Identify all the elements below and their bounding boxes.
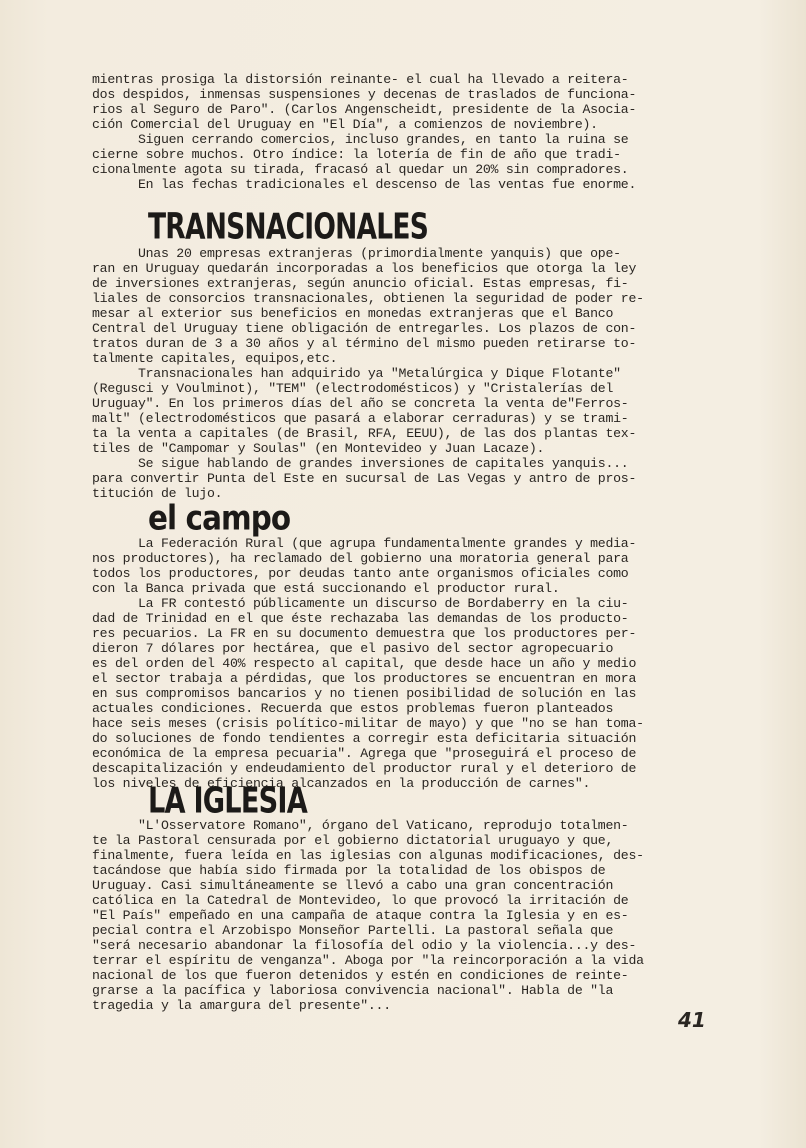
iglesia-paragraphs: "L'Osservatore Romano", órgano del Vaticano, reprodujo totalmen- te la Pastoral censurada por el gobierno dictatorial uruguayo y que, finalmente, fuera leída en las iglesias con algunas modificaciones, des- tacándose que había sido firmada por la totalidad de los obispos de Uruguay. Casi simultáneamente se llevó a cabo una gran concentración católica en la Catedral de Montevideo, lo que provocó la irritación de "El País" empeñado en una campaña de ataque contra la Iglesia y en es- pecial contra el Arzobispo Monseñor Partelli. La pastoral señala que "será necesario abandonar la filosofía del odio y la violencia...y des- terrar el espíritu de venganza". Aboga por "la reincorporación a la vida nacional de los que fueron detenidos y estén en condiciones de reinte- grarse a la pacífica y laboriosa convivencia nacional". Habla de "la tragedia y la amargura del presente"... — [92, 818, 644, 1013]
intro-paragraphs: mientras prosiga la distorsión reinante- el cual ha llevado a reitera- dos despidos, inmensas suspensiones y decenas de traslados de funciona- rios al Seguro de Paro". (Carlos Angenscheidt, presidente de la Asocia- ción Comercial del Uruguay en "El Día", a comienzos de noviembre). Siguen cerrando comercios, incluso grandes, en tanto la ruina se cierne sobre muchos. Otro índice: la lotería de fin de año que tradi- cionalmente agota su tirada, fracasó al quedar un 20% sin compradores. En las fechas tradicionales el descenso de las ventas fue enorme. — [92, 72, 637, 192]
heading-transnacionales: TRANSNACIONALES — [148, 206, 429, 248]
transnacionales-paragraphs: Unas 20 empresas extranjeras (primordialmente yanquis) que ope- ran en Uruguay quedarán incorporadas a los beneficios que otorga la ley de inversiones extranjeras, según anuncio oficial. Estas empresas, fi- liales de consorcios transnacionales, obtienen la seguridad de poder re- mesar al exterior sus beneficios en monedas extranjeras que el Banco Central del Uruguay tiene obligación de entregarles. Los plazos de con- tratos duran de 3 a 30 años y al término del mismo pueden retirarse to- talmente capitales, equipos,etc. Transnacionales han adquirido ya "Metalúrgica y Dique Flotante" (Regusci y Voulminot), "TEM" (electrodomésticos) y "Cristalerías del Uruguay". En los primeros días del año se concreta la venta de"Ferros- malt" (electrodomésticos que pasará a elaborar cerraduras) y se trami- ta la venta a capitales (de Brasil, RFA, EEUU), de las dos plantas tex- tiles de "Campomar y Soulas" (en Montevideo y Juan Lacaze). Se sigue hablando de grandes inversiones de capitales yanquis... para convertir Punta del Este en sucursal de Las Vegas y antro de pros- titución de lujo. — [92, 246, 644, 501]
page-number: 41 — [678, 1008, 706, 1032]
heading-la-iglesia: LA IGLESIA — [148, 780, 307, 822]
campo-paragraphs: La Federación Rural (que agrupa fundamentalmente grandes y media- nos productores), ha reclamado del gobierno una moratoria general para todos los productores, por deudas tanto ante organismos oficiales como con la Banca privada que está succionando el productor rural. La FR contestó públicamente un discurso de Bordaberry en la ciu- dad de Trinidad en el que éste rechazaba las demandas de los producto- res pecuarios. La FR en su documento demuestra que los productores per- dieron 7 dólares por hectárea, que el pasivo del sector agropecuario es del orden del 40% respecto al capital, que desde hace un año y medio el sector trabaja a pérdidas, que los productores se encuentran en mora en sus compromisos bancarios y no tienen posibilidad de solución en las actuales condiciones. Recuerda que estos problemas fueron planteados hace seis meses (crisis político-militar de mayo) y que "no se han toma- do soluciones de fondo tendientes a corregir esta deficitaria situación económica de la empresa pecuaria". Agrega que "proseguirá el proceso de descapitalización y endeudamiento del productor rural y el deterioro de los niveles de eficiencia alcanzados en la producción de carnes". — [92, 536, 644, 791]
heading-el-campo: el campo — [148, 498, 291, 538]
